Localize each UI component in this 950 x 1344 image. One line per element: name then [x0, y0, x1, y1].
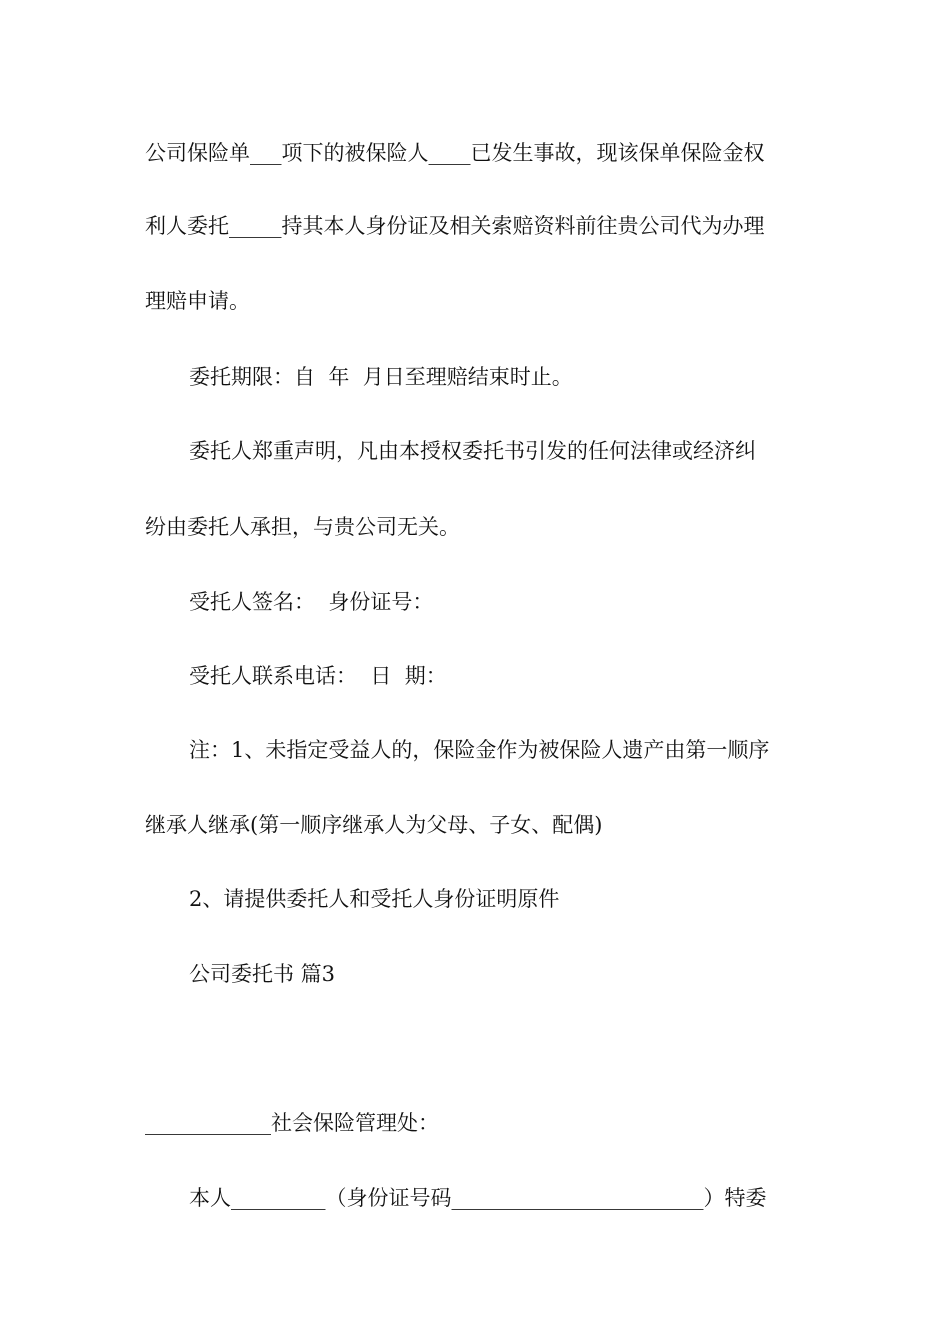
paragraph-line: 委托人郑重声明，凡由本授权委托书引发的任何法律或经济纠 [189, 439, 756, 463]
paragraph-line: 受托人联系电话： 日 期： [189, 664, 447, 688]
paragraph-line: 利人委托_____持其本人身份证及相关索赔资料前往贵公司代为办理 [145, 214, 765, 238]
paragraph-line: 公司保险单___项下的被保险人____已发生事故，现该保单保险金权 [145, 141, 765, 165]
paragraph-line: 纷由委托人承担，与贵公司无关。 [145, 515, 460, 539]
paragraph-line: 委托期限：自 年 月日至理赔结束时止。 [189, 365, 573, 389]
paragraph-line: 受托人签名： 身份证号： [189, 590, 434, 614]
paragraph-line: 理赔申请。 [145, 289, 250, 313]
paragraph-line: 2、请提供委托人和受托人身份证明原件 [189, 887, 560, 911]
paragraph-line: 本人_________（身份证号码________________________）特委 [189, 1186, 767, 1210]
section-heading: 公司委托书 篇3 [189, 962, 336, 986]
paragraph-line: 注：1、未指定受益人的，保险金作为被保险人遗产由第一顺序 [189, 738, 770, 762]
paragraph-line: 继承人继承(第一顺序继承人为父母、子女、配偶) [145, 813, 603, 837]
paragraph-line: ____________社会保险管理处： [145, 1111, 439, 1135]
